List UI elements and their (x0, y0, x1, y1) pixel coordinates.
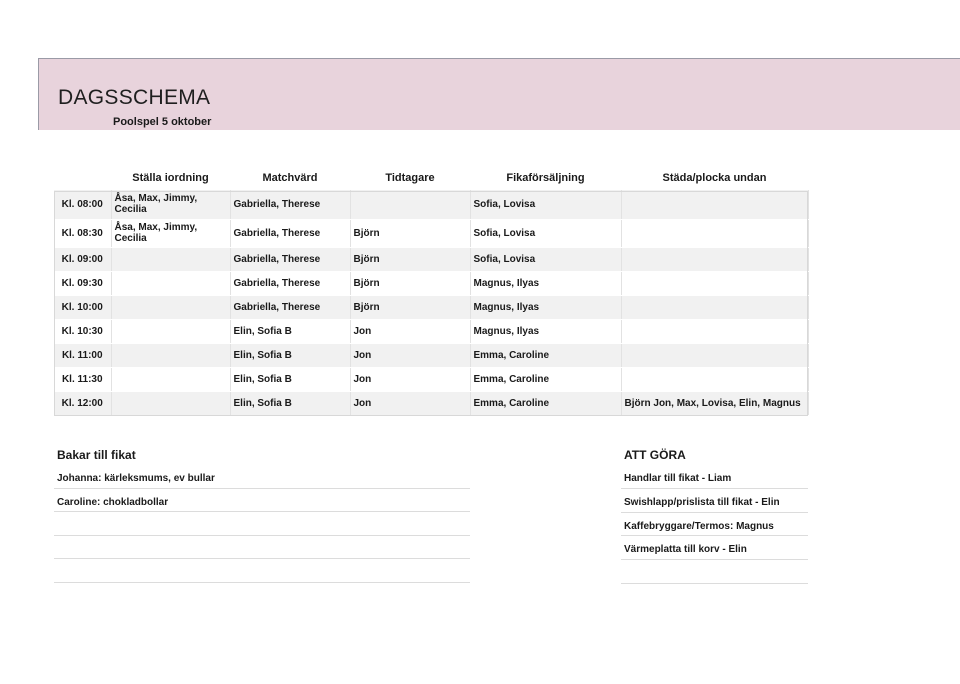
timekeeper-cell: Jon (350, 343, 470, 367)
column-header-setup: Ställa iordning (132, 172, 209, 184)
cafe-cell: Sofia, Lovisa (470, 219, 621, 247)
schedule-row (54, 295, 808, 319)
cleanup-cell (621, 319, 808, 343)
setup-cell (111, 367, 230, 391)
setup-cell (111, 319, 230, 343)
timekeeper-cell: Jon (350, 367, 470, 391)
host-cell: Gabriella, Therese (230, 219, 350, 247)
page-subtitle: Poolspel 5 oktober (113, 116, 212, 128)
setup-cell (111, 271, 230, 295)
column-header-cafe: Fikaförsäljning (506, 172, 585, 184)
baker-item (54, 512, 470, 536)
time-cell: Kl. 11:00 (54, 343, 111, 367)
setup-line: Åsa, Max, Jimmy, (114, 222, 198, 233)
setup-line: Cecilia (114, 204, 147, 216)
time-cell: Kl. 08:00 (54, 190, 111, 219)
cleanup-cell (621, 343, 808, 367)
schedule-row (54, 271, 808, 295)
baker-item (54, 536, 470, 560)
baker-item: Caroline: chokladbollar (54, 489, 470, 513)
time-cell: Kl. 09:00 (54, 247, 111, 271)
todo-item: Handlar till fikat - Liam (621, 465, 808, 489)
cafe-cell: Sofia, Lovisa (470, 190, 621, 219)
host-cell: Gabriella, Therese (230, 295, 350, 319)
host-cell: Gabriella, Therese (230, 190, 350, 219)
cafe-cell: Sofia, Lovisa (470, 247, 621, 271)
timekeeper-cell: Björn (350, 247, 470, 271)
timekeeper-cell (350, 190, 470, 219)
cleanup-cell: Björn Jon, Max, Lovisa, Elin, Magnus (621, 391, 808, 415)
todo-item: Swishlapp/prislista till fikat - Elin (621, 489, 808, 513)
host-cell: Elin, Sofia B (230, 319, 350, 343)
time-cell: Kl. 09:30 (54, 271, 111, 295)
time-cell: Kl. 10:30 (54, 319, 111, 343)
setup-cell (111, 391, 230, 415)
cafe-cell: Emma, Caroline (470, 343, 621, 367)
timekeeper-cell: Björn (350, 295, 470, 319)
baker-item (54, 559, 470, 583)
cafe-cell: Emma, Caroline (470, 391, 621, 415)
page-title: DAGSSCHEMA (58, 86, 211, 109)
schedule-row (54, 190, 808, 219)
baker-item: Johanna: kärleksmums, ev bullar (54, 465, 470, 489)
schedule-row (54, 247, 808, 271)
host-cell: Gabriella, Therese (230, 271, 350, 295)
todo-item: Kaffebryggare/Termos: Magnus (621, 513, 808, 537)
time-cell: Kl. 12:00 (54, 391, 111, 415)
timekeeper-cell: Björn (350, 219, 470, 247)
todo-item (621, 560, 808, 584)
time-cell: Kl. 10:00 (54, 295, 111, 319)
schedule-row (54, 367, 808, 391)
cleanup-cell (621, 219, 808, 247)
setup-cell (111, 219, 230, 247)
setup-cell (111, 343, 230, 367)
cleanup-cell (621, 295, 808, 319)
setup-line: Cecilia (114, 233, 147, 244)
cleanup-cell (621, 190, 808, 219)
cafe-cell: Magnus, Ilyas (470, 271, 621, 295)
cleanup-cell (621, 367, 808, 391)
timekeeper-cell: Jon (350, 391, 470, 415)
timekeeper-cell: Björn (350, 271, 470, 295)
setup-cell (111, 295, 230, 319)
setup-cell (111, 247, 230, 271)
cafe-cell: Emma, Caroline (470, 367, 621, 391)
time-cell: Kl. 08:30 (54, 219, 111, 247)
time-cell: Kl. 11:30 (54, 367, 111, 391)
timekeeper-cell: Jon (350, 319, 470, 343)
cleanup-cell (621, 271, 808, 295)
column-header-host: Matchvärd (262, 172, 318, 184)
schedule-row (54, 219, 808, 247)
host-cell: Elin, Sofia B (230, 391, 350, 415)
schedule-row (54, 319, 808, 343)
bakers-list (54, 465, 470, 583)
cafe-cell: Magnus, Ilyas (470, 319, 621, 343)
host-cell: Elin, Sofia B (230, 343, 350, 367)
schedule-row (54, 343, 808, 367)
schedule-table (54, 166, 809, 416)
todo-item: Värmeplatta till korv - Elin (621, 536, 808, 560)
host-cell: Gabriella, Therese (230, 247, 350, 271)
column-header-time (54, 166, 111, 190)
cleanup-cell (621, 247, 808, 271)
schedule-header-row (54, 166, 808, 190)
column-header-cleanup: Städa/plocka undan (662, 172, 767, 184)
host-cell: Elin, Sofia B (230, 367, 350, 391)
setup-cell (111, 190, 230, 219)
schedule-row (54, 391, 808, 415)
column-header-timekeeper: Tidtagare (385, 172, 435, 184)
todo-title: ATT GÖRA (624, 448, 686, 462)
cafe-cell: Magnus, Ilyas (470, 295, 621, 319)
setup-line: Åsa, Max, Jimmy, (114, 193, 198, 205)
todo-list (621, 465, 808, 584)
bakers-title: Bakar till fikat (57, 448, 136, 462)
